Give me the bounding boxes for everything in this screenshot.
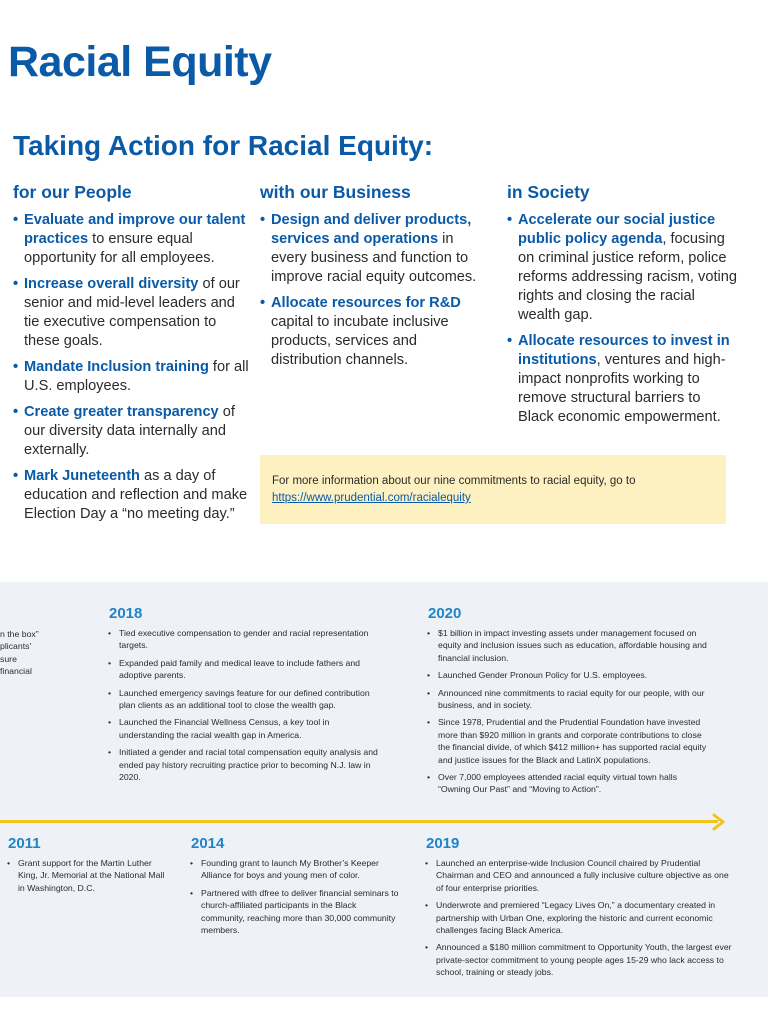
list-item: • Launched an enterprise-wide Inclusion Council chaired by Prudential Chairman and CEO and announced a fully inclusive culture objective as one of four enterprise priorities. xyxy=(424,857,736,894)
entries-2019 xyxy=(424,857,736,984)
list-item: • Allocate resources to invest in institutions, ventures and high-impact nonprofits working to remove structural barriers to Black economic empowerment. xyxy=(507,332,737,427)
list-item: • Partnered with dfree to deliver financial seminars to church-affiliated participants in the Black community, reaching more than 30,000 community members. xyxy=(189,887,399,937)
list-item: • Launched emergency savings feature for our defined contribution plan clients as an additional tool to close the wealth gap. xyxy=(107,687,382,712)
people-list xyxy=(13,211,251,524)
timeline-arrow-line xyxy=(0,820,718,823)
society-list xyxy=(507,211,737,427)
entries-2014 xyxy=(189,857,399,941)
list-item: • Grant support for the Martin Luther King, Jr. Memorial at the National Mall in Washington, D.C. xyxy=(6,857,166,894)
society-column xyxy=(507,182,737,434)
page-title: Racial Equity xyxy=(8,38,272,86)
list-item: • Over 7,000 employees attended racial equity virtual town halls “Owning Our Past” and “Moving to Action”. xyxy=(426,771,708,796)
year-2011: 2011 xyxy=(8,835,41,852)
list-item: • Launched Gender Pronoun Policy for U.S. employees. xyxy=(426,669,708,681)
list-item: • Since 1978, Prudential and the Prudential Foundation have invested more than $920 million in grants and corporate contributions to close the financial divide, of which $412 million+ has supported racial equity and justice issues for the Black and LatinX populations. xyxy=(426,716,708,766)
entries-2018 xyxy=(107,627,382,788)
list-item: • Announced nine commitments to racial equity for our people, with our business, and in society. xyxy=(426,687,708,712)
list-item: • Launched the Financial Wellness Census, a key tool in understanding the racial wealth gap in America. xyxy=(107,716,382,741)
arrow-right-icon xyxy=(710,813,728,831)
list-item: • Accelerate our social justice public policy agenda, focusing on criminal justice reform, police reforms addressing racism, voting rights and closing the racial wealth gap. xyxy=(507,211,737,325)
list-item: • Allocate resources for R&D capital to incubate inclusive products, services and distribution channels. xyxy=(260,294,485,370)
list-item: • Underwrote and premiered “Legacy Lives On,” a documentary created in partnership with Urban One, exploring the historic and current economic challenges facing Black America. xyxy=(424,899,736,936)
list-item: • Announced a $180 million commitment to Opportunity Youth, the largest ever private-sector commitment to young people ages 15-29 who lack access to school, training or steady jobs. xyxy=(424,941,736,978)
list-item: • Create greater transparency of our diversity data internally and externally. xyxy=(13,403,251,460)
cutoff-fragment: n the box” plicants’ sure financial xyxy=(0,629,39,677)
list-item: • Evaluate and improve our talent practices to ensure equal opportunity for all employees. xyxy=(13,211,251,268)
year-2020: 2020 xyxy=(428,605,462,622)
year-2018: 2018 xyxy=(109,605,143,622)
business-heading: with our Business xyxy=(260,182,411,202)
business-column xyxy=(260,182,485,377)
people-heading: for our People xyxy=(13,182,132,202)
list-item: • Mandate Inclusion training for all U.S. employees. xyxy=(13,358,251,396)
society-heading: in Society xyxy=(507,182,590,202)
racial-equity-link[interactable]: https://www.prudential.com/racialequity xyxy=(272,492,471,504)
info-text: For more information about our nine commitments to racial equity, go to xyxy=(272,475,636,487)
entries-2020 xyxy=(426,627,708,801)
list-item: • Founding grant to launch My Brother’s Keeper Alliance for boys and young men of color. xyxy=(189,857,399,882)
info-box xyxy=(260,455,726,524)
people-column xyxy=(13,182,251,531)
list-item: • $1 billion in impact investing assets under management focused on equity and inclusion issues such as education, affordable housing and financial inclusion. xyxy=(426,627,708,664)
list-item: • Mark Juneteenth as a day of education and reflection and make Election Day a “no meeting day.” xyxy=(13,467,251,524)
list-item: • Design and deliver products, services and operations in every business and function to improve racial equity outcomes. xyxy=(260,211,485,287)
entries-2011 xyxy=(6,857,166,899)
section-title: Taking Action for Racial Equity: xyxy=(13,130,434,161)
list-item: • Tied executive compensation to gender and racial representation targets. xyxy=(107,627,382,652)
year-2014: 2014 xyxy=(191,835,225,852)
list-item: • Increase overall diversity of our senior and mid-level leaders and tie executive compensation to these goals. xyxy=(13,275,251,351)
business-list xyxy=(260,211,485,370)
year-2019: 2019 xyxy=(426,835,460,852)
list-item: • Expanded paid family and medical leave to include fathers and adoptive parents. xyxy=(107,657,382,682)
list-item: • Initiated a gender and racial total compensation equity analysis and ended pay history recruiting practice prior to becoming N.J. law in 2020. xyxy=(107,746,382,783)
